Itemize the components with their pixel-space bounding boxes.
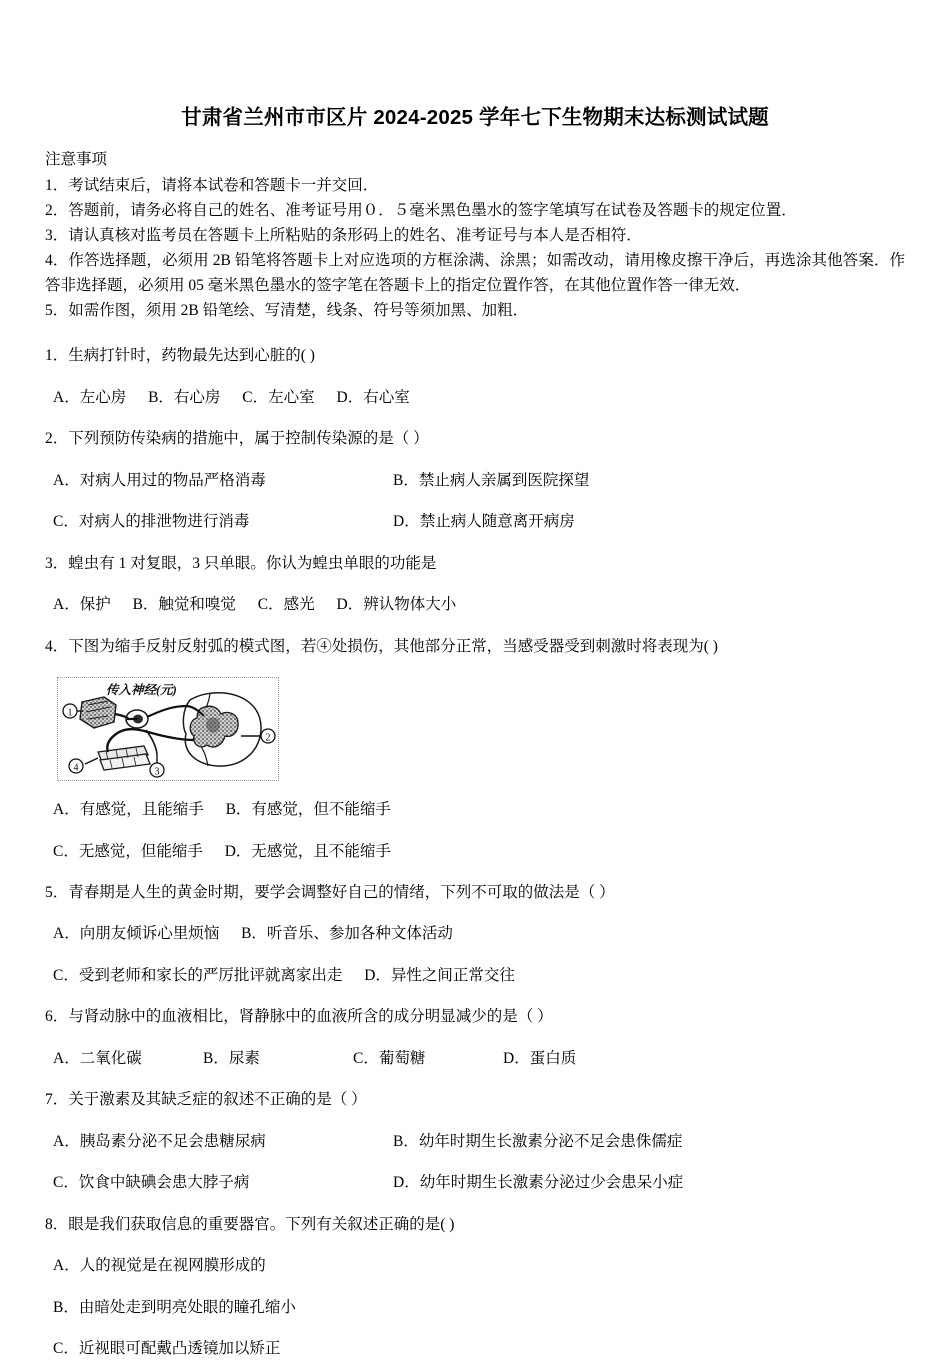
option-a[interactable]: A．保护 bbox=[53, 596, 111, 614]
option-a[interactable]: A．人的视觉是在视网膜形成的 bbox=[53, 1257, 266, 1275]
option-c[interactable]: C．对病人的排泄物进行消毒 bbox=[53, 513, 250, 531]
question-stem: 1．生病打针时，药物最先达到心脏的( ) bbox=[45, 347, 315, 365]
option-row bbox=[45, 799, 905, 821]
option-row bbox=[45, 923, 905, 945]
option-b[interactable]: B．尿素 bbox=[203, 1049, 260, 1067]
svg-text:2: 2 bbox=[265, 732, 271, 744]
option-c[interactable]: C．无感觉，但能缩手 bbox=[53, 842, 203, 860]
notice-section bbox=[45, 148, 905, 324]
option-row bbox=[45, 387, 905, 409]
svg-text:3: 3 bbox=[154, 766, 160, 778]
notice-item-5: 5．如需作图，须用 2B 铅笔绘、写清楚，线条、符号等须加黑、加粗． bbox=[45, 302, 529, 320]
option-row bbox=[45, 470, 905, 492]
option-a[interactable]: A．向朋友倾诉心里烦恼 bbox=[53, 925, 220, 943]
marker-4-icon bbox=[69, 759, 83, 774]
question-7 bbox=[45, 1089, 905, 1194]
option-row bbox=[45, 1297, 905, 1319]
notice-item-2: 2．答题前，请务必将自己的姓名、准考证号用０．５毫米黑色墨水的签字笔填写在试卷及答题卡的规定位置． bbox=[45, 201, 797, 219]
receptor-shape bbox=[80, 697, 116, 728]
question-stem: 2．下列预防传染病的措施中，属于控制传染源的是（ ） bbox=[45, 430, 429, 448]
option-c[interactable]: C．近视眼可配戴凸透镜加以矫正 bbox=[53, 1340, 281, 1358]
spinal-cord-shape bbox=[183, 693, 261, 766]
svg-text:1: 1 bbox=[67, 707, 73, 719]
question-8 bbox=[45, 1214, 905, 1361]
option-a[interactable]: A．胰岛素分泌不足会患糖尿病 bbox=[53, 1132, 266, 1150]
figure-caption-label: 传入神经(元) bbox=[106, 683, 177, 698]
effector-muscle-shape bbox=[98, 746, 150, 770]
option-c[interactable]: C．受到老师和家长的严厉批评就离家出走 bbox=[53, 966, 343, 984]
option-b[interactable]: B．有感觉，但不能缩手 bbox=[225, 801, 391, 819]
page-title: 甘肃省兰州市市区片 2024-2025 学年七下生物期末达标测试试题 bbox=[181, 106, 769, 129]
option-row bbox=[45, 1172, 905, 1194]
option-a[interactable]: A．二氧化碳 bbox=[53, 1049, 142, 1067]
option-row bbox=[45, 594, 905, 616]
question-5 bbox=[45, 882, 905, 987]
question-6 bbox=[45, 1006, 905, 1070]
option-row bbox=[45, 511, 905, 533]
option-row bbox=[45, 1131, 905, 1153]
question-list bbox=[45, 345, 905, 1360]
option-d[interactable]: D．幼年时期生长激素分泌过少会患呆小症 bbox=[393, 1174, 684, 1192]
question-stem: 3．蝗虫有 1 对复眼，3 只单眼。你认为蝗虫单眼的功能是 bbox=[45, 554, 437, 572]
marker-1-icon bbox=[63, 704, 77, 719]
option-c[interactable]: C．左心室 bbox=[242, 388, 315, 406]
question-4 bbox=[45, 636, 905, 863]
option-c[interactable]: C．饮食中缺碘会患大脖子病 bbox=[53, 1174, 250, 1192]
reflex-arc-diagram bbox=[57, 677, 279, 781]
option-a[interactable]: A．左心房 bbox=[53, 388, 127, 406]
option-d[interactable]: D．辨认物体大小 bbox=[336, 596, 457, 614]
option-a[interactable]: A．有感觉，且能缩手 bbox=[53, 801, 204, 819]
option-b[interactable]: B．听音乐、参加各种文体活动 bbox=[241, 925, 453, 943]
notice-item-4: 4．作答选择题，必须用 2B 铅笔将答题卡上对应选项的方框涂满、涂黑；如需改动，请用橡皮擦干净后，再选涂其他答案．作答非选择题，必须用 05 毫米黑色墨水的签字笔在答题卡上的指定位置作答，在其他位置作答一律无效． bbox=[45, 251, 905, 295]
question-stem: 5．青春期是人生的黄金时期，要学会调整好自己的情绪，下列不可取的做法是（ ） bbox=[45, 884, 615, 901]
option-d[interactable]: D．禁止病人随意离开病房 bbox=[393, 513, 575, 531]
option-row bbox=[45, 1048, 905, 1070]
question-stem: 6．与肾动脉中的血液相比，肾静脉中的血液所含的成分明显减少的是（ ） bbox=[45, 1008, 553, 1026]
option-row bbox=[45, 1338, 905, 1360]
option-b[interactable]: B．触觉和嗅觉 bbox=[132, 596, 236, 614]
option-d[interactable]: D．右心室 bbox=[336, 388, 410, 406]
option-d[interactable]: D．蛋白质 bbox=[503, 1049, 577, 1067]
notice-item-1: 1．考试结束后，请将本试卷和答题卡一并交回． bbox=[45, 176, 379, 194]
notice-item-3: 3．请认真核对监考员在答题卡上所粘贴的条形码上的姓名、准考证号与本人是否相符． bbox=[45, 226, 642, 244]
question-stem: 7．关于激素及其缺乏症的叙述不正确的是（ ） bbox=[45, 1091, 367, 1109]
marker-2-icon bbox=[261, 729, 275, 744]
option-row bbox=[45, 1255, 905, 1277]
figure-wrapper bbox=[45, 677, 905, 781]
option-row bbox=[45, 841, 905, 863]
question-2 bbox=[45, 428, 905, 533]
question-stem: 4．下图为缩手反射反射弧的模式图，若④处损伤，其他部分正常，当感受器受到刺激时将表现为( ) bbox=[45, 637, 718, 655]
question-stem: 8．眼是我们获取信息的重要器官。下列有关叙述正确的是( ) bbox=[45, 1215, 455, 1233]
notice-heading: 注意事项 bbox=[45, 150, 108, 168]
option-b[interactable]: B．由暗处走到明亮处眼的瞳孔缩小 bbox=[53, 1298, 296, 1316]
option-a[interactable]: A．对病人用过的物品严格消毒 bbox=[53, 471, 266, 489]
marker-3-icon bbox=[150, 763, 164, 778]
option-c[interactable]: C．感光 bbox=[257, 596, 315, 614]
option-b[interactable]: B．禁止病人亲属到医院探望 bbox=[393, 471, 590, 489]
option-d[interactable]: D．无感觉，且不能缩手 bbox=[224, 842, 391, 860]
svg-text:4: 4 bbox=[73, 762, 79, 774]
option-row bbox=[45, 965, 905, 987]
question-3 bbox=[45, 553, 905, 617]
option-d[interactable]: D．异性之间正常交往 bbox=[364, 966, 515, 984]
option-c[interactable]: C．葡萄糖 bbox=[353, 1049, 426, 1067]
option-b[interactable]: B．右心房 bbox=[148, 388, 221, 406]
question-1 bbox=[45, 345, 905, 409]
option-b[interactable]: B．幼年时期生长激素分泌不足会患侏儒症 bbox=[393, 1132, 683, 1150]
